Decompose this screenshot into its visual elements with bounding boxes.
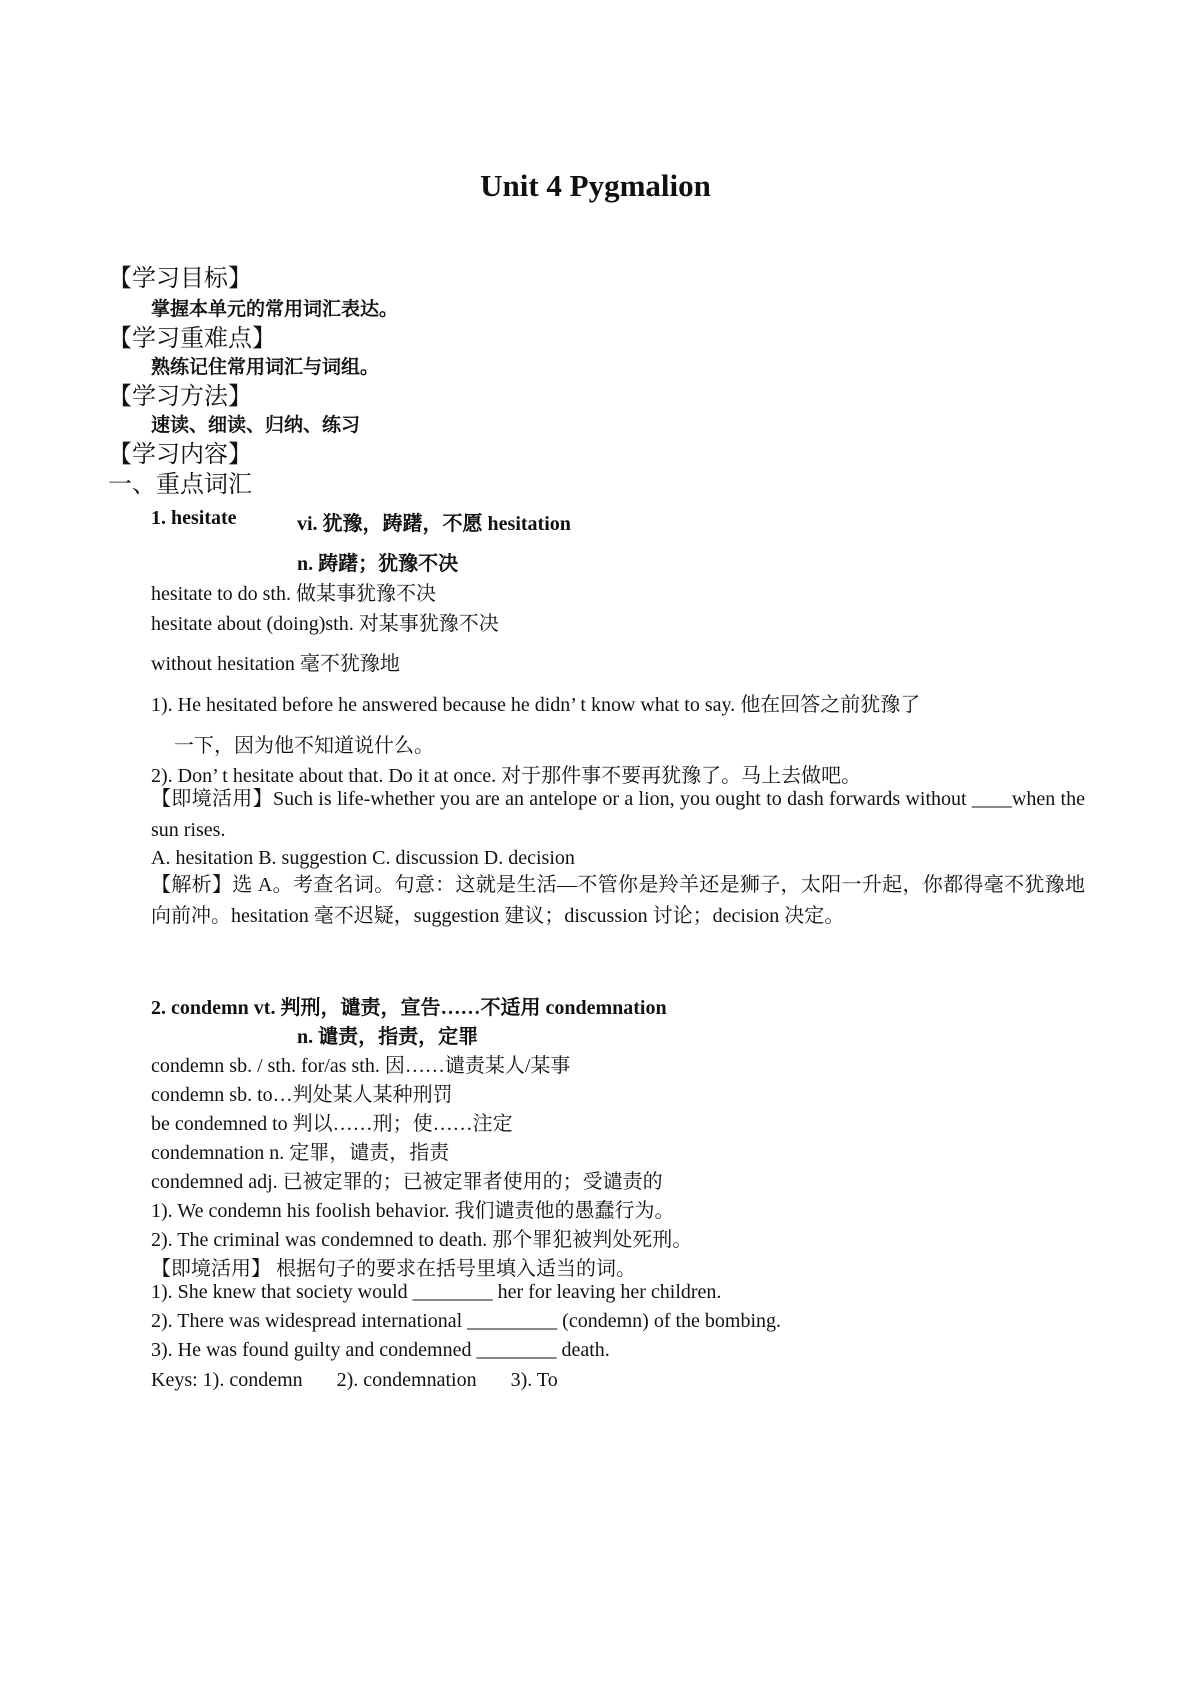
example-hesitate-2: 2). Don’ t hesitate about that. Do it at once. 对于那件事不要再犹豫了。马上去做吧。 bbox=[151, 765, 862, 787]
example-condemn-2: 2). The criminal was condemned to death. 那个罪犯被判处死刑。 bbox=[151, 1229, 693, 1251]
example-hesitate-1-cont: 一下，因为他不知道说什么。 bbox=[174, 735, 434, 757]
page-title: Unit 4 Pygmalion bbox=[480, 168, 711, 203]
practice-condemn: 【即境活用】 根据句子的要求在括号里填入适当的词。 bbox=[151, 1258, 636, 1280]
word-condemn-noun: n. 谴责，指责，定罪 bbox=[297, 1026, 479, 1048]
analysis-hesitate: 【解析】选 A。考查名词。句意：这就是生活—不管你是羚羊还是狮子，太阳一升起，你都得毫不犹豫地向前冲。hesitation 毫不迟疑，suggestion 建议；discussion 讨论；decision 决定。 bbox=[151, 874, 1085, 927]
example-condemn-1: 1). We condemn his foolish behavior. 我们谴责他的愚蠢行为。 bbox=[151, 1200, 675, 1222]
goals-text: 掌握本单元的常用词汇表达。 bbox=[151, 298, 399, 320]
section-heading-vocabulary: 一、重点词汇 bbox=[108, 470, 252, 498]
question-condemn-1: 1). She knew that society would ________ her for leaving her children. bbox=[151, 1281, 722, 1303]
content-heading: 【学习内容】 bbox=[108, 440, 252, 468]
word-hesitate-head: 1. hesitate bbox=[151, 507, 237, 529]
phrase-be-condemned-to: be condemned to 判以……刑；使……注定 bbox=[151, 1113, 513, 1135]
phrase-hesitate-to: hesitate to do sth. 做某事犹豫不决 bbox=[151, 583, 436, 605]
phrase-without-hesitation: without hesitation 毫不犹豫地 bbox=[151, 653, 400, 675]
word-hesitate-pos: vi. 犹豫，踌躇，不愿 hesitation bbox=[297, 513, 571, 535]
answer-keys bbox=[151, 1369, 558, 1392]
word-hesitate-noun: n. 踌躇；犹豫不决 bbox=[297, 553, 459, 575]
options-hesitate: A. hesitation B. suggestion C. discussion D. decision bbox=[151, 847, 575, 869]
method-text: 速读、细读、归纳、练习 bbox=[151, 414, 361, 436]
phrase-condemnation: condemnation n. 定罪，谴责，指责 bbox=[151, 1142, 450, 1164]
word-condemn-head: 2. condemn vt. 判刑，谴责，宣告……不适用 condemnation bbox=[151, 997, 667, 1019]
phrase-condemned-adj: condemned adj. 已被定罪的；已被定罪者使用的；受谴责的 bbox=[151, 1171, 663, 1193]
question-condemn-2: 2). There was widespread international _________ (condemn) of the bombing. bbox=[151, 1310, 782, 1332]
phrase-condemn-for: condemn sb. / sth. for/as sth. 因……谴责某人/某事 bbox=[151, 1055, 571, 1077]
example-hesitate-1: 1). He hesitated before he answered because he didn’ t know what to say. 他在回答之前犹豫了 bbox=[151, 694, 921, 716]
answer-key-1: Keys: 1). condemn bbox=[151, 1369, 303, 1391]
question-condemn-3: 3). He was found guilty and condemned ________ death. bbox=[151, 1339, 610, 1361]
keypoints-heading: 【学习重难点】 bbox=[108, 324, 276, 352]
answer-key-2: 2). condemnation bbox=[336, 1369, 477, 1391]
goals-heading: 【学习目标】 bbox=[108, 264, 252, 292]
method-heading: 【学习方法】 bbox=[108, 382, 252, 410]
answer-key-3: 3). To bbox=[510, 1369, 558, 1391]
practice-hesitate: 【即境活用】Such is life-whether you are an antelope or a lion, you ought to dash forwards without ____when the sun rises. bbox=[151, 788, 1085, 841]
phrase-hesitate-about: hesitate about (doing)sth. 对某事犹豫不决 bbox=[151, 613, 499, 635]
keypoints-text: 熟练记住常用词汇与词组。 bbox=[151, 356, 380, 378]
phrase-condemn-to: condemn sb. to…判处某人某种刑罚 bbox=[151, 1084, 453, 1106]
